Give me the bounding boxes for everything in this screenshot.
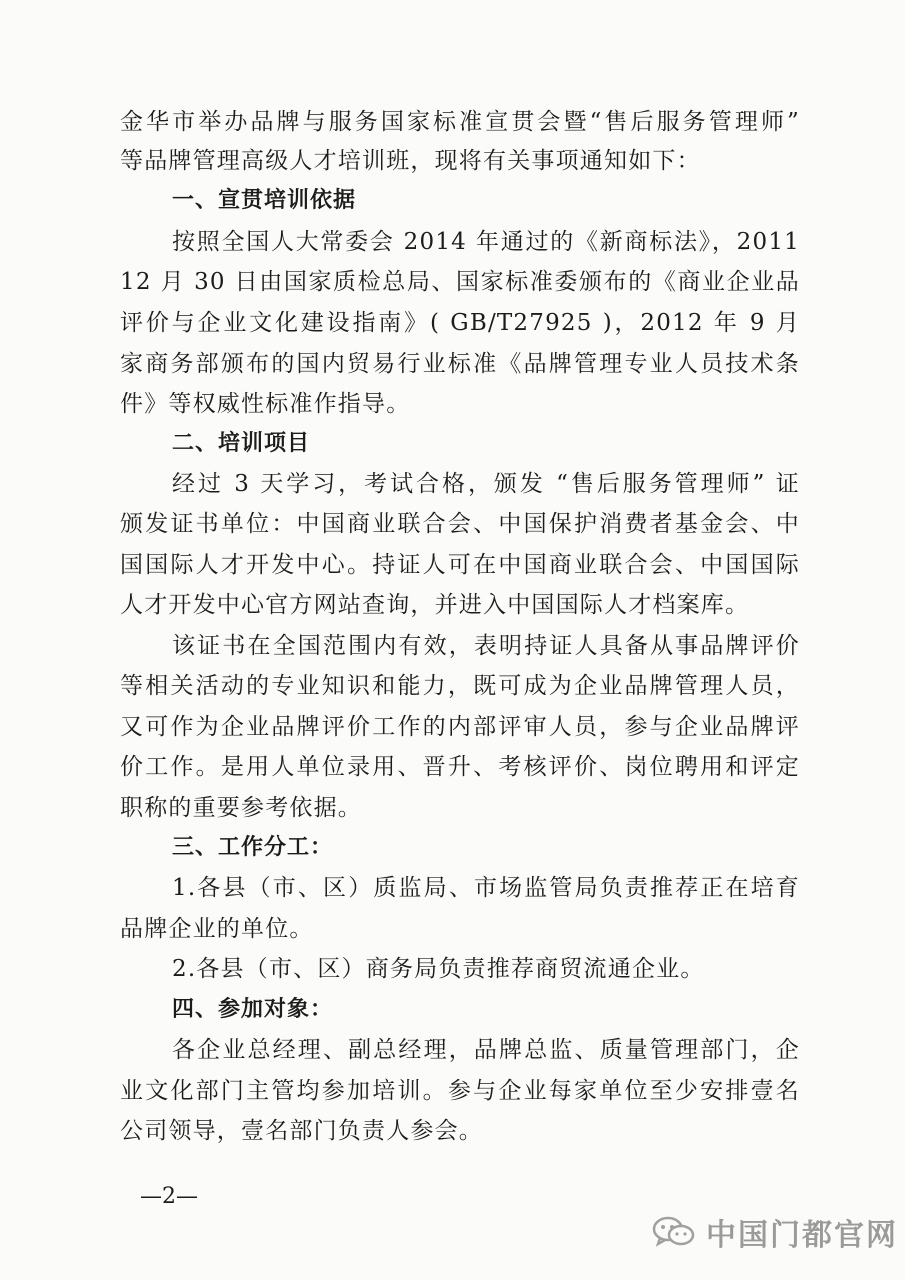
body-line-6: 家商务部颁布的国内贸易行业标准《品牌管理专业人员技术条 [120, 351, 800, 377]
body-line-10: 国国际人才开发中心。持证人可在中国商业联合会、中国国际 [120, 552, 800, 578]
body-line-7: 件》等权威性标准作指导。 [120, 391, 411, 417]
wechat-icon [652, 1215, 696, 1249]
page-number: —2— [140, 1184, 198, 1209]
body-line-14: 又可作为企业品牌评价工作的内部评审人员，参与企业品牌评 [120, 714, 800, 740]
section-heading-1: 一、宣贯培训依据 [172, 188, 357, 213]
body-line-18: 品牌企业的单位。 [120, 916, 314, 942]
body-line-17: 1.各县（市、区）质监局、市场监管局负责推荐正在培育 [172, 875, 800, 901]
section-heading-3: 三、工作分工： [172, 835, 334, 860]
body-line-11: 人才开发中心官方网站查询，并进入中国国际人才档案库。 [120, 592, 750, 618]
section-heading-4: 四、参加对象： [172, 997, 334, 1022]
section-heading-2: 二、培训项目 [172, 431, 311, 456]
watermark-text: 中国门都官网 [706, 1218, 898, 1253]
body-line-13: 等相关活动的专业知识和能力，既可成为企业品牌管理人员， [120, 673, 800, 699]
body-line-8: 经过 3 天学习，考试合格，颁发 “售后服务管理师” 证 [172, 471, 800, 497]
body-line-1: 金华市举办品牌与服务国家标准宣贯会暨“售后服务管理师” [120, 109, 800, 135]
body-line-15: 价工作。是用人单位录用、晋升、考核评价、岗位聘用和评定 [120, 754, 800, 780]
body-line-19: 2.各县（市、区）商务局负责推荐商贸流通企业。 [172, 956, 705, 982]
body-line-12: 该证书在全国范围内有效，表明持证人具备从事品牌评价 [172, 633, 800, 659]
body-line-9: 颁发证书单位：中国商业联合会、中国保护消费者基金会、中 [120, 511, 800, 537]
body-line-3: 按照全国人大常委会 2014 年通过的《新商标法》，2011 [172, 229, 800, 255]
body-line-21: 业文化部门主管均参加培训。参与企业每家单位至少安排壹名 [120, 1078, 800, 1104]
body-line-4: 12 月 30 日由国家质检总局、国家标准委颁布的《商业企业品 [120, 269, 800, 295]
body-line-16: 职称的重要参考依据。 [120, 795, 362, 821]
body-line-5: 评价与企业文化建设指南》( GB/T27925 )，2012 年 9 月 [120, 310, 800, 336]
body-line-20: 各企业总经理、副总经理，品牌总监、质量管理部门，企 [172, 1037, 800, 1063]
body-line-22: 公司领导，壹名部门负责人参会。 [120, 1118, 483, 1144]
body-line-2: 等品牌管理高级人才培训班，现将有关事项通知如下： [120, 148, 701, 174]
watermark [652, 1212, 898, 1252]
